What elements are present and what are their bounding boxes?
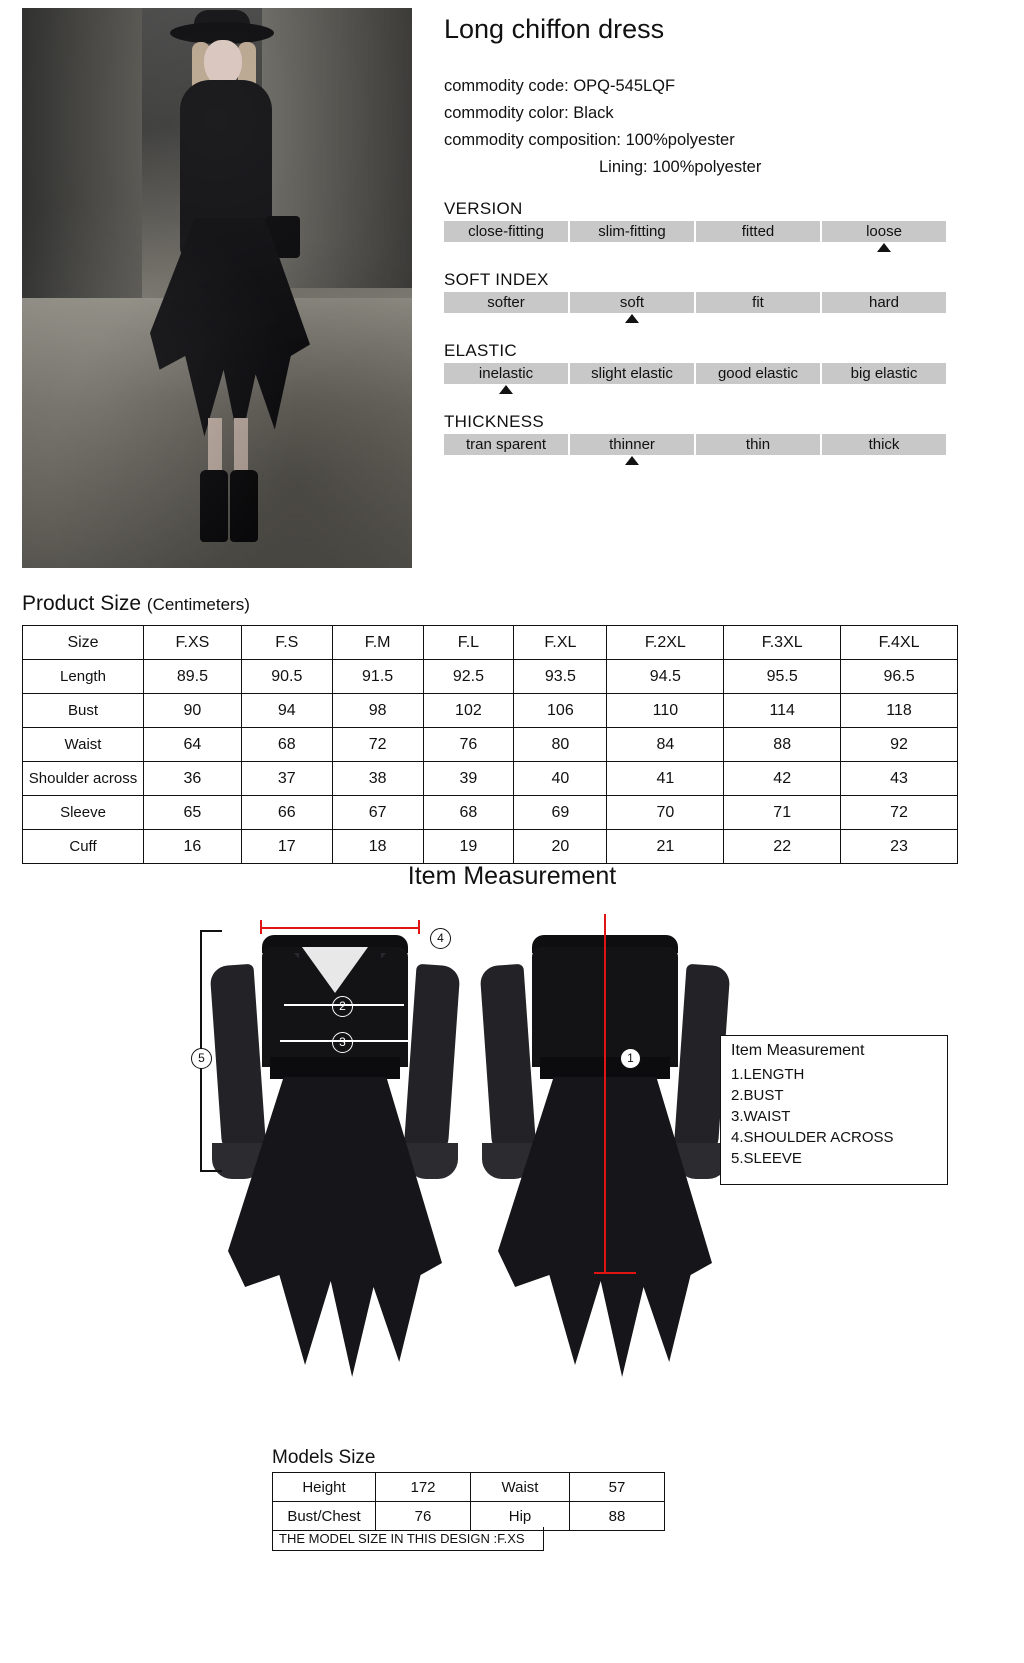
cell-length-fm: 91.5 — [332, 660, 423, 694]
spec-label-thickness: THICKNESS — [444, 412, 544, 431]
cell-sleeve-f3xl: 71 — [724, 796, 841, 830]
spec-option-elastic-3[interactable]: big elastic — [822, 363, 946, 384]
shoulder-measure-line — [260, 927, 420, 929]
photo-texture — [22, 8, 412, 568]
spec-option-elastic-1[interactable]: slight elastic — [570, 363, 694, 384]
row-label-cuff: Cuff — [23, 830, 144, 864]
product-photo — [22, 8, 412, 568]
cell-shoulder-fxs: 36 — [144, 762, 242, 796]
product-overview — [22, 8, 1002, 568]
size-col-fm: F.M — [332, 626, 423, 660]
spec-charts — [444, 199, 1002, 469]
models-waist-value: 57 — [570, 1473, 665, 1502]
cell-shoulder-fxl: 40 — [514, 762, 607, 796]
spec-marker-row-elastic — [444, 384, 946, 398]
cell-sleeve-fxs: 65 — [144, 796, 242, 830]
row-label-bust: Bust — [23, 694, 144, 728]
cell-bust-f3xl: 114 — [724, 694, 841, 728]
table-row — [273, 1473, 665, 1502]
models-height-label: Height — [273, 1473, 376, 1502]
commodity-composition-value: 100%polyester — [625, 131, 735, 149]
shoulder-measure-tick-right — [418, 920, 420, 934]
table-header-row — [23, 626, 958, 660]
spec-option-soft-0[interactable]: softer — [444, 292, 568, 313]
cell-shoulder-fm: 38 — [332, 762, 423, 796]
marker-1-length: 1 — [620, 1048, 641, 1069]
product-size-heading — [22, 592, 250, 616]
cell-cuff-f3xl: 22 — [724, 830, 841, 864]
cell-bust-fs: 94 — [241, 694, 332, 728]
models-hip-label: Hip — [471, 1502, 570, 1531]
marker-5-sleeve: 5 — [191, 1048, 212, 1069]
cell-waist-fs: 68 — [241, 728, 332, 762]
cell-bust-f4xl: 118 — [841, 694, 958, 728]
legend-item-shoulder-across: 4.SHOULDER ACROSS — [731, 1129, 894, 1146]
cell-cuff-fl: 19 — [423, 830, 514, 864]
spec-option-thickness-2[interactable]: thin — [696, 434, 820, 455]
cell-length-fxs: 89.5 — [144, 660, 242, 694]
spec-row-soft-index — [444, 292, 946, 313]
spec-option-elastic-2[interactable]: good elastic — [696, 363, 820, 384]
front-waistband — [270, 1057, 400, 1079]
legend-item-length: 1.LENGTH — [731, 1066, 805, 1083]
front-sleeve-left — [209, 964, 266, 1157]
cell-waist-fxs: 64 — [144, 728, 242, 762]
table-row — [23, 728, 958, 762]
cell-waist-f3xl: 88 — [724, 728, 841, 762]
legend-item-sleeve: 5.SLEEVE — [731, 1150, 802, 1167]
commodity-color-line — [444, 100, 1002, 127]
cell-shoulder-fl: 39 — [423, 762, 514, 796]
spec-marker-row-version — [444, 242, 946, 256]
front-sleeve-right — [403, 964, 460, 1157]
cell-sleeve-f4xl: 72 — [841, 796, 958, 830]
models-bust-label: Bust/Chest — [273, 1502, 376, 1531]
spec-label-soft-index: SOFT INDEX — [444, 270, 549, 289]
spec-option-version-1[interactable]: slim-fitting — [570, 221, 694, 242]
cell-length-f4xl: 96.5 — [841, 660, 958, 694]
measurement-legend — [720, 1035, 948, 1185]
item-measurement-title: Item Measurement — [407, 862, 617, 890]
cell-length-f3xl: 95.5 — [724, 660, 841, 694]
marker-3-waist: 3 — [332, 1032, 353, 1053]
models-waist-label: Waist — [471, 1473, 570, 1502]
marker-2-bust: 2 — [332, 996, 353, 1017]
commodity-code-value: OPQ-545LQF — [573, 77, 676, 95]
models-size-table — [272, 1472, 665, 1531]
back-sleeve-left — [479, 964, 536, 1157]
table-row — [23, 762, 958, 796]
marker-4-shoulder-across: 4 — [430, 928, 451, 949]
size-col-fxl: F.XL — [514, 626, 607, 660]
commodity-color-label: commodity color: — [444, 104, 569, 122]
cell-bust-fxs: 90 — [144, 694, 242, 728]
cell-cuff-f2xl: 21 — [607, 830, 724, 864]
cell-shoulder-f4xl: 43 — [841, 762, 958, 796]
spec-option-version-3[interactable]: loose — [822, 221, 946, 242]
size-col-fl: F.L — [423, 626, 514, 660]
product-size-unit: (Centimeters) — [146, 595, 250, 614]
cell-cuff-fxs: 16 — [144, 830, 242, 864]
size-table — [22, 625, 958, 864]
model-size-note: THE MODEL SIZE IN THIS DESIGN :F.XS — [272, 1527, 544, 1551]
size-col-f2xl: F.2XL — [607, 626, 724, 660]
spec-option-soft-3[interactable]: hard — [822, 292, 946, 313]
cell-sleeve-fs: 66 — [241, 796, 332, 830]
product-info — [437, 8, 1002, 469]
cell-length-f2xl: 94.5 — [607, 660, 724, 694]
legend-item-waist: 3.WAIST — [731, 1108, 791, 1125]
models-size-title: Models Size — [272, 1447, 376, 1468]
cell-bust-f2xl: 110 — [607, 694, 724, 728]
commodity-code-label: commodity code: — [444, 77, 569, 95]
cell-waist-fxl: 80 — [514, 728, 607, 762]
spec-option-thickness-1[interactable]: thinner — [570, 434, 694, 455]
spec-option-version-2[interactable]: fitted — [696, 221, 820, 242]
length-measure-line — [604, 914, 606, 1272]
commodity-composition-label: commodity composition: — [444, 131, 621, 149]
dress-front-view — [210, 905, 460, 1405]
cell-sleeve-fm: 67 — [332, 796, 423, 830]
models-bust-value: 76 — [376, 1502, 471, 1531]
cell-cuff-fm: 18 — [332, 830, 423, 864]
shoulder-measure-tick-left — [260, 920, 262, 934]
cell-sleeve-f2xl: 70 — [607, 796, 724, 830]
spec-label-elastic: ELASTIC — [444, 341, 517, 360]
spec-marker-row-soft-index — [444, 313, 946, 327]
cell-cuff-fxl: 20 — [514, 830, 607, 864]
size-col-fs: F.S — [241, 626, 332, 660]
cell-waist-f2xl: 84 — [607, 728, 724, 762]
commodity-color-value: Black — [573, 104, 614, 122]
spec-option-soft-2[interactable]: fit — [696, 292, 820, 313]
cell-waist-f4xl: 92 — [841, 728, 958, 762]
spec-selected-marker-version — [877, 243, 891, 252]
size-col-label: Size — [23, 626, 144, 660]
spec-selected-marker-elastic — [499, 385, 513, 394]
models-hip-value: 88 — [570, 1502, 665, 1531]
sleeve-bracket-bottom — [200, 1170, 222, 1172]
legend-list — [731, 1064, 947, 1169]
table-row — [23, 694, 958, 728]
cell-shoulder-f3xl: 42 — [724, 762, 841, 796]
size-col-f4xl: F.4XL — [841, 626, 958, 660]
cell-sleeve-fl: 68 — [423, 796, 514, 830]
spec-option-elastic-0[interactable]: inelastic — [444, 363, 568, 384]
cell-bust-fl: 102 — [423, 694, 514, 728]
sleeve-bracket-top — [200, 930, 222, 932]
page-title: Long chiffon dress — [444, 14, 665, 44]
cell-shoulder-fs: 37 — [241, 762, 332, 796]
spec-marker-row-thickness — [444, 455, 946, 469]
row-label-shoulder-across: Shoulder across — [23, 762, 144, 796]
spec-row-elastic — [444, 363, 946, 384]
row-label-waist: Waist — [23, 728, 144, 762]
table-row — [23, 660, 958, 694]
spec-option-version-0[interactable]: close-fitting — [444, 221, 568, 242]
legend-title: Item Measurement — [731, 1042, 865, 1059]
lining-line: Lining: 100%polyester — [599, 158, 762, 176]
size-col-f3xl: F.3XL — [724, 626, 841, 660]
spec-selected-marker-soft-index — [625, 314, 639, 323]
commodity-code-line — [444, 73, 1002, 100]
cell-length-fl: 92.5 — [423, 660, 514, 694]
product-size-title: Product Size — [22, 592, 142, 615]
cell-waist-fm: 72 — [332, 728, 423, 762]
cell-bust-fxl: 106 — [514, 694, 607, 728]
cell-sleeve-fxl: 69 — [514, 796, 607, 830]
commodity-composition-line — [444, 127, 1002, 154]
spec-option-thickness-3[interactable]: thick — [822, 434, 946, 455]
cell-length-fs: 90.5 — [241, 660, 332, 694]
spec-option-thickness-0[interactable]: tran sparent — [444, 434, 568, 455]
table-row — [23, 796, 958, 830]
spec-label-version: VERSION — [444, 199, 523, 218]
size-col-fxs: F.XS — [144, 626, 242, 660]
spec-selected-marker-thickness — [625, 456, 639, 465]
cell-shoulder-f2xl: 41 — [607, 762, 724, 796]
legend-item-bust: 2.BUST — [731, 1087, 784, 1104]
row-label-length: Length — [23, 660, 144, 694]
cell-cuff-fs: 17 — [241, 830, 332, 864]
spec-row-version — [444, 221, 946, 242]
product-meta — [444, 73, 1002, 181]
cell-bust-fm: 98 — [332, 694, 423, 728]
spec-option-soft-1[interactable]: soft — [570, 292, 694, 313]
table-row — [23, 830, 958, 864]
cell-length-fxl: 93.5 — [514, 660, 607, 694]
cell-waist-fl: 76 — [423, 728, 514, 762]
spec-row-thickness — [444, 434, 946, 455]
length-measure-bottom-tick — [594, 1272, 636, 1274]
cell-cuff-f4xl: 23 — [841, 830, 958, 864]
models-height-value: 172 — [376, 1473, 471, 1502]
row-label-sleeve: Sleeve — [23, 796, 144, 830]
